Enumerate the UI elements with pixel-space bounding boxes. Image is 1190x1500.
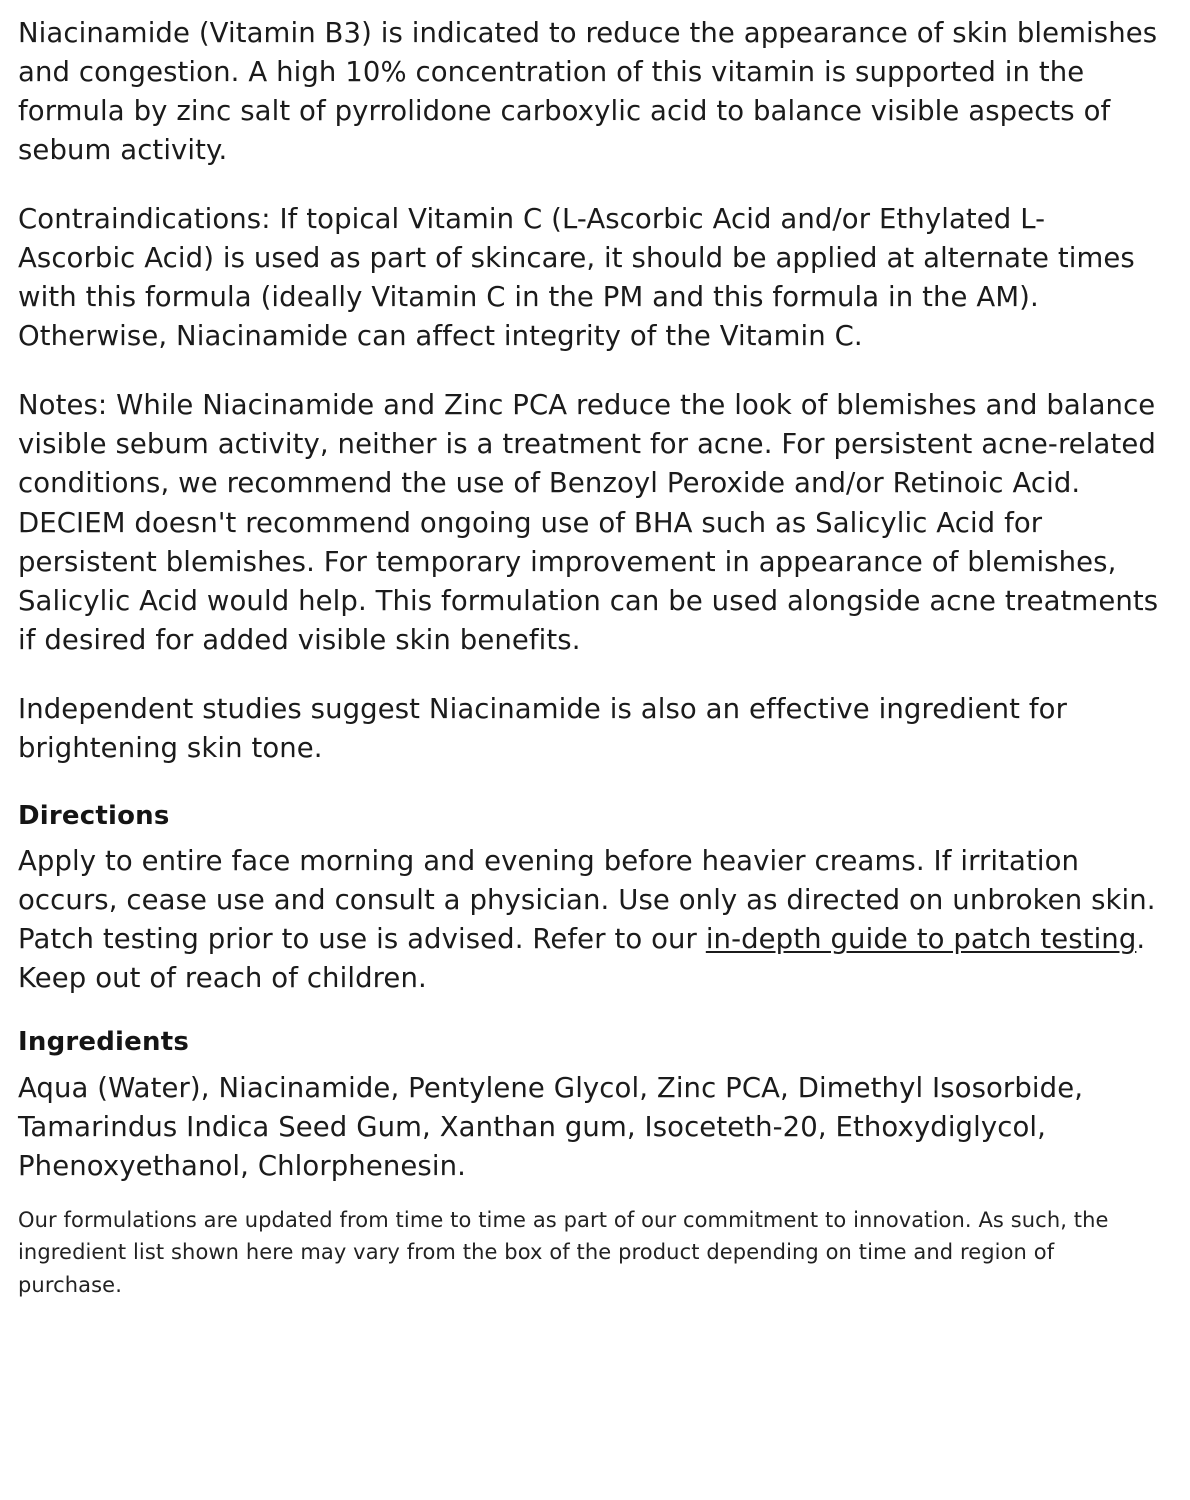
ingredients-list: Aqua (Water), Niacinamide, Pentylene Glycol, Zinc PCA, Dimethyl Isosorbide, Tamarindus Indica Seed Gum, Xanthan gum, Isoceteth-20, Ethoxydiglycol, Phenoxyethanol, Chlorphenesin. xyxy=(18,1071,1084,1182)
paragraph-brightening: Independent studies suggest Niacinamide is also an effective ingredient for brightening skin tone. xyxy=(18,692,1067,764)
ingredients-section xyxy=(18,1024,1160,1301)
directions-text-before-link: Apply to entire face morning and evening before heavier creams. If irritation occurs, cease use and consult a physician. Use only as directed on unbroken skin. Patch testing prior to use is advised. Refer to our xyxy=(18,845,1156,956)
directions-text xyxy=(18,842,1160,998)
directions-section xyxy=(18,798,1160,999)
paragraph-contraindications: Contraindications: If topical Vitamin C (L-Ascorbic Acid and/or Ethylated L-Ascorbic Acid) is used as part of skincare, it should be applied at alternate times with this formula (ideally Vitamin C in the PM and this formula in the AM). Otherwise, Niacinamide can affect integrity of the Vitamin C. xyxy=(18,203,1135,353)
paragraph-notes: Notes: While Niacinamide and Zinc PCA reduce the look of blemishes and balance visible sebum activity, neither is a treatment for acne. For persistent acne-related conditions, we recommend the use of Benzoyl Peroxide and/or Retinoic Acid. DECIEM doesn't recommend ongoing use of BHA such as Salicylic Acid for persistent blemishes. For temporary improvement in appearance of blemishes, Salicylic Acid would help. This formulation can be used alongside acne treatments if desired for added visible skin benefits. xyxy=(18,389,1159,656)
patch-testing-guide-link[interactable]: in-depth guide to patch testing xyxy=(705,923,1137,956)
directions-text-after-link: . Keep out of reach of children. xyxy=(18,923,1146,995)
ingredients-spacer xyxy=(18,1186,1160,1198)
ingredients-disclaimer: Our formulations are updated from time to time as part of our commitment to innovation. As such, the ingredient list shown here may vary from the box of the product depending on time and region of purchase. xyxy=(18,1207,1109,1297)
directions-heading: Directions xyxy=(18,800,170,831)
ingredients-heading: Ingredients xyxy=(18,1027,190,1058)
paragraph-indication: Niacinamide (Vitamin B3) is indicated to reduce the appearance of skin blemishes and congestion. A high 10% concentration of this vitamin is supported in the formula by zinc salt of pyrrolidone carboxylic acid to balance visible aspects of sebum activity. xyxy=(18,17,1158,167)
